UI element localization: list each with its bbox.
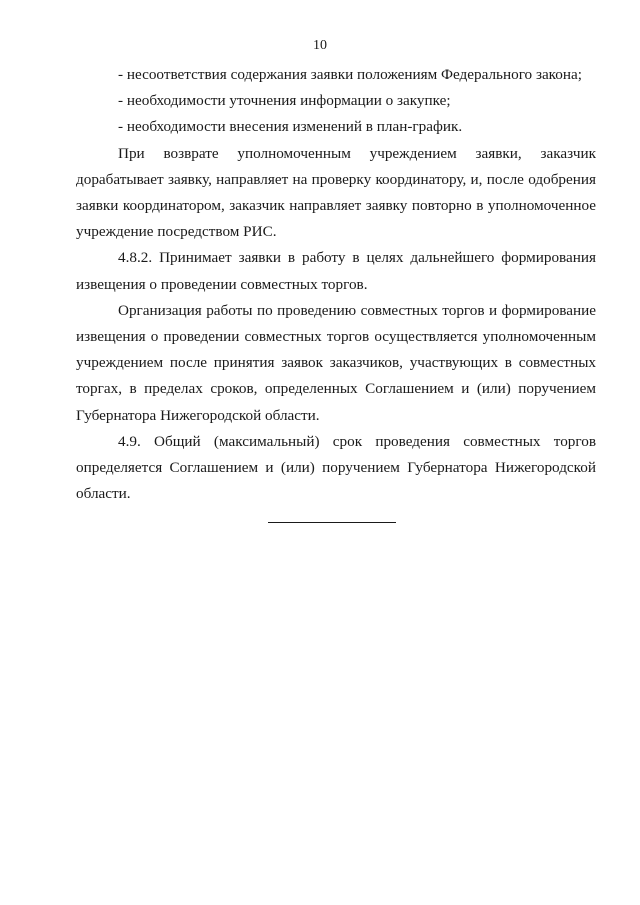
list-item-inconsistency: - несоответствия содержания заявки положениям Федерального закона;	[118, 66, 582, 83]
paragraph-4-8-2: 4.8.2. Принимает заявки в работу в целях дальнейшего формирования извещения о проведении совместных торгов.	[76, 249, 596, 293]
document-body	[76, 62, 596, 507]
list-item-clarification: - необходимости уточнения информации о закупке;	[118, 92, 451, 110]
page-number: 10	[313, 38, 327, 53]
paragraph-organization: Организация работы по проведению совместных торгов и формирование извещения о проведении совместных торгов осуществляется уполномоченным учреждением после принятия заявок заказчиков, участвующих в совместных торгах, в пределах сроков, определенных Соглашением и (или) поручением Губернатора Нижегородской области.	[76, 301, 596, 424]
paragraph-return-procedure: При возврате уполномоченным учреждением заявки, заказчик дорабатывает заявку, направляет на проверку координатору, и, после одобрения заявки координатором, заказчик направляет заявку повторно в уполномоченное учреждение посредством РИС.	[76, 144, 596, 241]
end-separator-line	[268, 522, 396, 523]
list-item-plan-changes: - необходимости внесения изменений в план-график.	[118, 118, 463, 136]
paragraph-4-9: 4.9. Общий (максимальный) срок проведения совместных торгов определяется Соглашением и (или) поручением Губернатора Нижегородской области.	[76, 432, 596, 503]
